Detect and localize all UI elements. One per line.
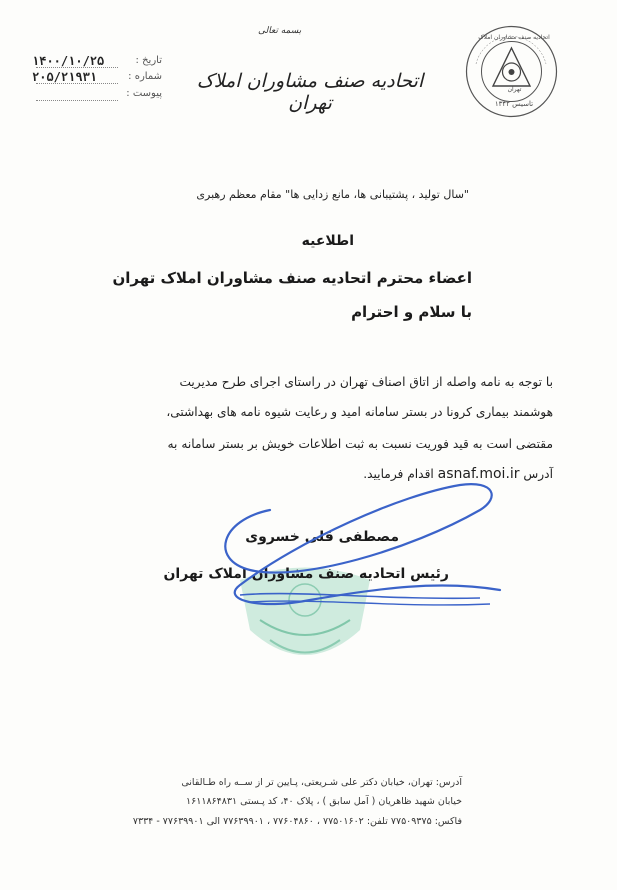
year-slogan: "سال تولید ، پشتیبانی ها، مانع زدایی ها" مقام معظم رهبری xyxy=(196,188,469,201)
date-field xyxy=(32,55,162,71)
paragraph-line-3: مقتضی است به قید فوریت نسبت به ثبت اطلاعات خویش بر بستر سامانه به xyxy=(167,437,553,451)
number-value: ۲۰۵/۲۱۹۳۱ xyxy=(32,70,98,84)
footer-address-line-2: خیابان شهید ظاهریان ( آمل سابق ) ، پلاک ۴۰، کد پـستی ۱۶۱۱۸۶۴۸۳۱ xyxy=(186,796,462,807)
paragraph-line-2: هوشمند بیماری کرونا در بستر سامانه امید و رعایت شیوه نامه های بهداشتی، xyxy=(166,405,553,419)
date-label: تاریخ : xyxy=(135,55,162,66)
website-url: asnaf.moi.ir xyxy=(437,466,520,482)
signatory-name: مصطفی قلی خسروی xyxy=(245,529,399,545)
date-value: ۱۴۰۰/۱۰/۲۵ xyxy=(32,54,105,68)
logo-city: تهران xyxy=(507,86,522,93)
paragraph-line-1: با توجه به نامه واصله از اتاق اصناف تهران در راستای اجرای طرح مدیریت xyxy=(179,375,553,389)
footer-address-line-1: آدرس: تهران، خیابان دکتر علی شـریعتی، پـایین تر از ســه راه طـالقانی xyxy=(181,777,462,788)
addressee-line: اعضاء محترم اتحادیه صنف مشاوران املاک تهران xyxy=(112,269,472,287)
footer-contact-line: فاکس: ۷۷۵۰۹۳۷۵ تلفن: ۷۷۵۰۱۶۰۲ ، ۷۷۶۰۴۸۶۰ ، ۷۷۶۳۹۹۰۱ الی ۷۷۶۳۹۹۰۱ - ۷۳۳۴ xyxy=(132,816,462,827)
bismillah: بسمه تعالی xyxy=(258,26,302,36)
handwritten-signature-icon xyxy=(180,470,520,630)
signatory-title: رئیس اتحادیه صنف مشاوران املاک تهران xyxy=(163,566,449,582)
address-prefix: آدرس xyxy=(523,467,553,481)
logo-label: اتحادیه صنف مشاوران املاک xyxy=(478,34,550,41)
attachment-label: پیوست : xyxy=(126,88,162,99)
number-label: شماره : xyxy=(128,71,162,82)
action-suffix: اقدام فرمایید. xyxy=(363,467,434,481)
logo-established: تاسیس ۱۳۴۲ xyxy=(494,100,534,108)
attachment-field xyxy=(32,88,162,104)
notice-title: اطلاعیه xyxy=(301,233,354,249)
organization-title: اتحادیه صنف مشاوران املاک تهران xyxy=(196,70,424,114)
number-field xyxy=(32,71,162,87)
greeting-line: با سلام و احترام xyxy=(351,303,472,321)
